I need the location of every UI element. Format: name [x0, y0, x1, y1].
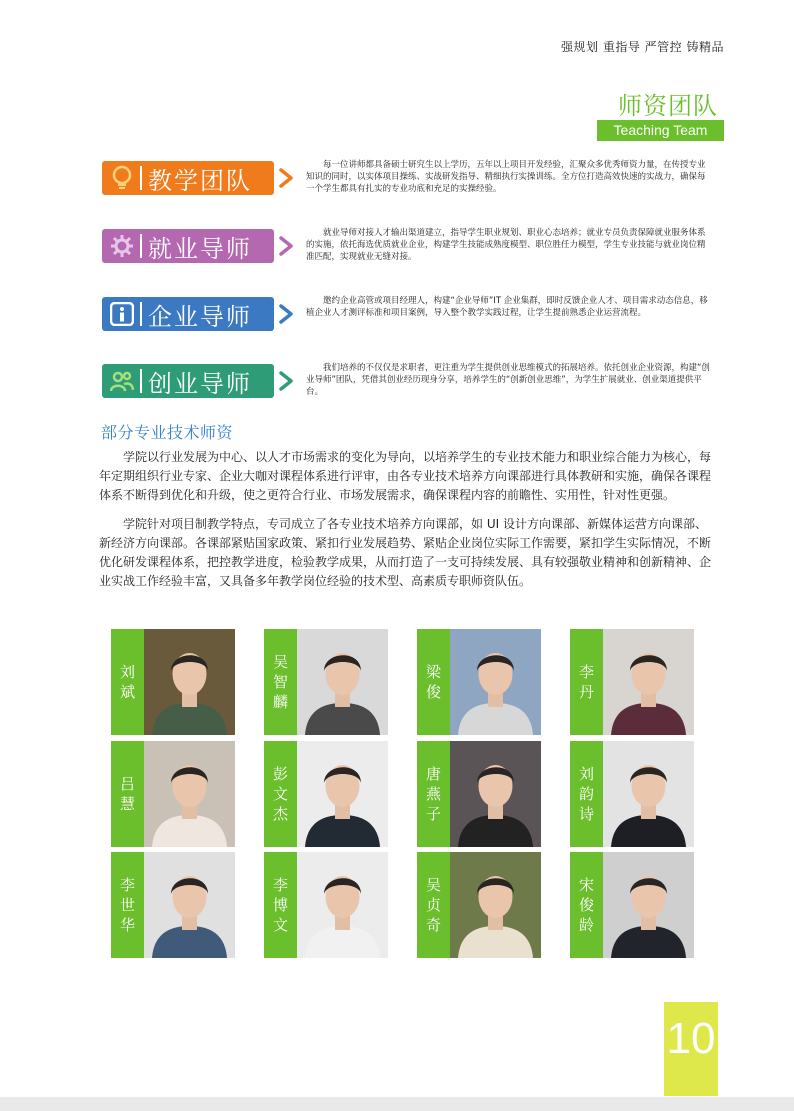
teacher-name: 李 博 文: [264, 852, 297, 958]
teacher-name: 吴 贞 奇: [417, 852, 450, 958]
teacher-name: 吕 慧: [111, 741, 144, 847]
intro-paragraph: 学院针对项目制教学特点，专司成立了各专业技术培养方向课部，如 UI 设计方向课部、新媒体运营方向课部、新经济方向课部。各课部紧贴国家政策、紧扣行业发展趋势、紧贴企业岗位实际工作需要，紧扣学生实际情况，不断优化研发课程体系，把控教学进度，检验教学成果，从而打造了一支可持续发展、具有较强敬业精神和创新精神、企业实战工作经验丰富，又具备多年教学岗位经验的技术型、高素质专职师资队伍。: [99, 517, 712, 588]
page-title-en: Teaching Team: [597, 120, 724, 141]
arrow-right-icon: [276, 304, 296, 324]
teacher-card: [264, 741, 388, 847]
teacher-name: 李 世 华: [111, 852, 144, 958]
teacher-photo: [603, 629, 694, 735]
teacher-photo: [297, 629, 388, 735]
people-icon: [108, 367, 136, 395]
teacher-card: [417, 629, 541, 735]
teacher-name: 刘 斌: [111, 629, 144, 735]
teacher-card: [570, 629, 694, 735]
teacher-photo: [450, 741, 541, 847]
section-text: 邀约企业高管或项目经理人，构建“企业导师”IT 企业集群，即时反馈企业人才、项目需求动态信息，移植企业人才测评标准和项目案例，导入整个教学实践过程，让学生提前熟悉企业运营流程。: [306, 296, 708, 318]
intro-paragraph: 学院以行业发展为中心、以人才市场需求的变化为导向，以培养学生的专业技术能力和职业综合能力为核心，每年定期组织行业专家、企业大咖对课程体系进行评审，由各专业技术培养方向课部进行具体教研和实施，确保各课程体系不断得到优化和升级，使之更符合行业、市场发展需求，确保课程内容的前瞻性、实用性，针对性更强。: [99, 450, 712, 502]
teacher-name: 刘 韵 诗: [570, 741, 603, 847]
teacher-card: [111, 852, 235, 958]
teacher-name: 彭 文 杰: [264, 741, 297, 847]
section-text: 我们培养的不仅仅是求职者，更注重为学生提供创业思维模式的拓展培养。依托创业企业资源，构建“创业导师”团队，凭借其创业经历现身分享，培养学生的“创新创业思维”，为学生扩展就业、创业渠道提供平台。: [306, 363, 710, 397]
teacher-card: [417, 852, 541, 958]
teacher-photo: [450, 852, 541, 958]
teacher-photo: [297, 741, 388, 847]
arrow-right-icon: [276, 236, 296, 256]
teacher-name: 梁 俊: [417, 629, 450, 735]
section-label: 教学团队: [148, 166, 252, 195]
page-title: 师资团队: [618, 92, 718, 120]
arrow-right-icon: [276, 168, 296, 188]
teacher-photo: [603, 852, 694, 958]
teacher-name: 吴 智 麟: [264, 629, 297, 735]
section-badge-employment: [102, 229, 274, 263]
teacher-photo: [450, 629, 541, 735]
page-number-box: [664, 1002, 718, 1096]
section-text: 每一位讲师都具备硕士研究生以上学历，五年以上项目开发经验，汇聚众多优秀师资力量，在传授专业知识的同时，以实体项目操练、实战研发指导、精细执行实操训练。全方位打造高效快速的实战力，确保每一个学生都具有扎实的专业功底和充足的实操经验。: [306, 160, 706, 194]
teacher-card: [264, 852, 388, 958]
teacher-photo: [144, 741, 235, 847]
page-number: 10: [666, 1014, 716, 1063]
sub-heading: 部分专业技术师资: [101, 423, 234, 442]
teacher-photo: [144, 852, 235, 958]
slogan: 强规划 重指导 严管控 铸精品: [561, 40, 724, 54]
teacher-card: [417, 741, 541, 847]
section-label: 创业导师: [148, 369, 252, 398]
section-label: 就业导师: [148, 234, 252, 263]
teacher-name: 李 丹: [570, 629, 603, 735]
bottom-band: [0, 1097, 794, 1111]
teacher-photo: [603, 741, 694, 847]
section-badge-teaching: [102, 161, 274, 195]
teacher-card: [111, 741, 235, 847]
teacher-name: 唐 燕 子: [417, 741, 450, 847]
gear-icon: [108, 232, 136, 260]
lightbulb-icon: [108, 164, 136, 192]
teacher-photo: [297, 852, 388, 958]
arrow-right-icon: [276, 371, 296, 391]
teacher-card: [570, 741, 694, 847]
teacher-name: 宋 俊 龄: [570, 852, 603, 958]
section-badge-enterprise: [102, 297, 274, 331]
section-text: 就业导师对接人才输出渠道建立，指导学生职业规划、职业心态培养；就业专员负责保障就业服务体系的实施，依托海选优质就业企业，构建学生技能成熟度模型、职位胜任力模型，学生专业技能与就业岗位精准匹配，实现就业无缝对接。: [306, 228, 706, 262]
teacher-photo: [144, 629, 235, 735]
section-label: 企业导师: [148, 302, 252, 331]
teacher-card: [570, 852, 694, 958]
info-icon: [108, 300, 136, 328]
teacher-card: [264, 629, 388, 735]
teacher-card: [111, 629, 235, 735]
section-badge-startup: [102, 364, 274, 398]
